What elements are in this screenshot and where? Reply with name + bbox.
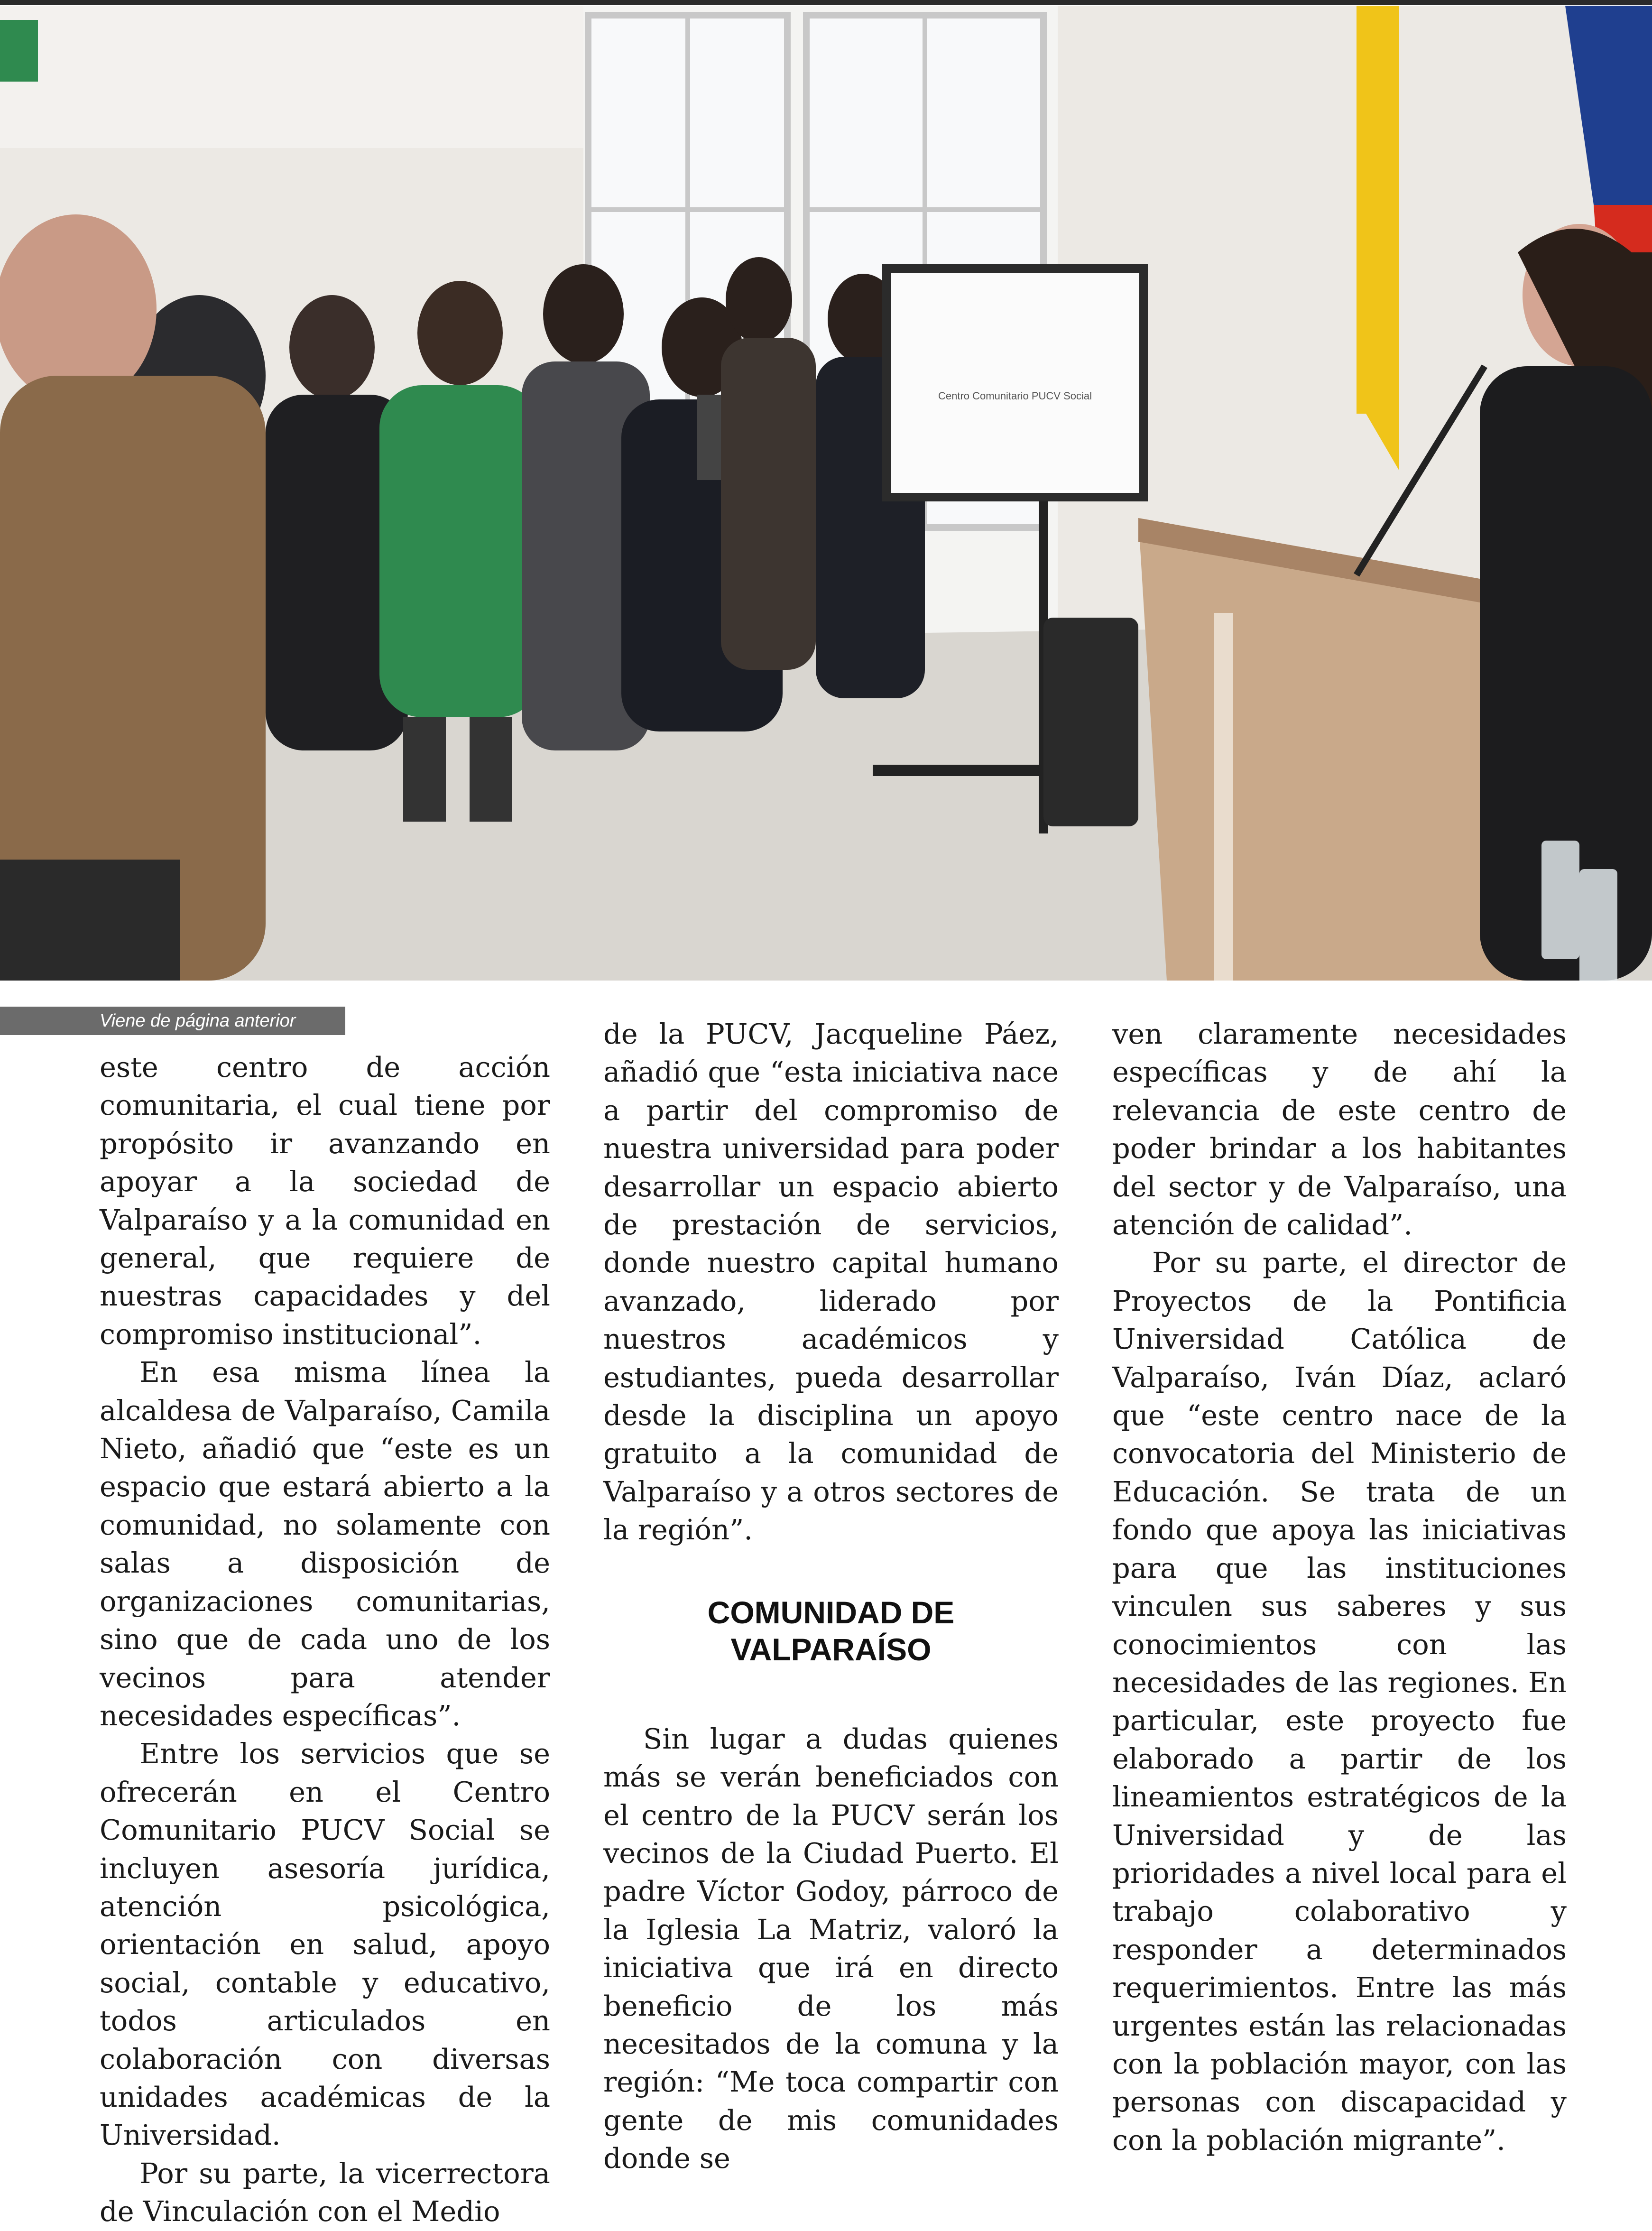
event-photo [0, 6, 1652, 981]
article-column-3 [1112, 1015, 1567, 2159]
paragraph: de la PUCV, Jacqueline Páez, añadió que “esta iniciativa nace a partir del compromiso de nuestra universidad para poder desarrollar un espacio abierto de prestación de servicios, donde nuestro capital humano avanzado, liderado por nuestros académicos y estudiantes, pueda desarrollar desde la disciplina un apoyo gratuito a la comunidad de Valparaíso y a otros sectores de la región”. [603, 1018, 1059, 1546]
event-photo-illustration [0, 6, 1652, 981]
paragraph: Por su parte, el director de Proyectos de la Pontificia Universidad Católica de Valparaíso, Iván Díaz, aclaró que “este centro nace de la convocatoria del Ministerio de Educación. Se trata de un fondo que apoya las iniciativas para que las instituciones vinculen sus saberes y sus conocimientos con las necesidades de las regiones. En particular, este proyecto fue elaborado a partir de los lineamientos estratégicos de la Universidad y de las prioridades a nivel local para el trabajo colaborativo y responder a determinados requerimientos. Entre las más urgentes están las relacionadas con la población mayor, con las personas con discapacidad y con la población migrante”. [1112, 1246, 1567, 2157]
paragraph: Entre los servicios que se ofrecerán en el Centro Comunitario PUCV Social se incluyen asesoría jurídica, atención psicológica, orientación en salud, apoyo social, contable y educativo, todos articulados en colaboración con diversas unidades académicas de la Universidad. [100, 1737, 550, 2152]
monitor-caption: Centro Comunitario PUCV Social [938, 390, 1092, 402]
article-column-1 [100, 1048, 550, 2231]
paragraph: ven claramente necesidades específicas y de ahí la relevancia de este centro de poder brindar a los habitantes del sector y de Valparaíso, una atención de calidad”. [1112, 1018, 1567, 1241]
article-column-2 [603, 1015, 1059, 2178]
paragraph: Sin lugar a dudas quienes más se verán beneficiados con el centro de la PUCV serán los vecinos de la Ciudad Puerto. El padre Víctor Godoy, párroco de la Iglesia La Matriz, valoró la iniciativa que irá en directo beneficio de los más necesitados de la comuna y la región: “Me toca compartir con gente de mis comunidades donde se [603, 1722, 1059, 2175]
continued-from-previous-page-tag: Viene de página anterior [0, 1007, 345, 1035]
paragraph: Por su parte, la vicerrectora de Vinculación con el Medio [100, 2157, 550, 2228]
paragraph: En esa misma línea la alcaldesa de Valparaíso, Camila Nieto, añadió que “este es un espacio que estará abierto a la comunidad, no solamente con salas a disposición de organizaciones comunitarias, sino que de cada uno de los vecinos para atender necesidades específicas”. [100, 1356, 550, 1732]
top-rule [0, 0, 1652, 5]
section-subheading: COMUNIDAD DE VALPARAÍSO [707, 1594, 955, 1667]
paragraph: este centro de acción comunitaria, el cual tiene por propósito ir avanzando en apoyar a la sociedad de Valparaíso y a la comunidad en general, que requiere de nuestras capacidades y del compromiso institucional”. [100, 1051, 550, 1351]
